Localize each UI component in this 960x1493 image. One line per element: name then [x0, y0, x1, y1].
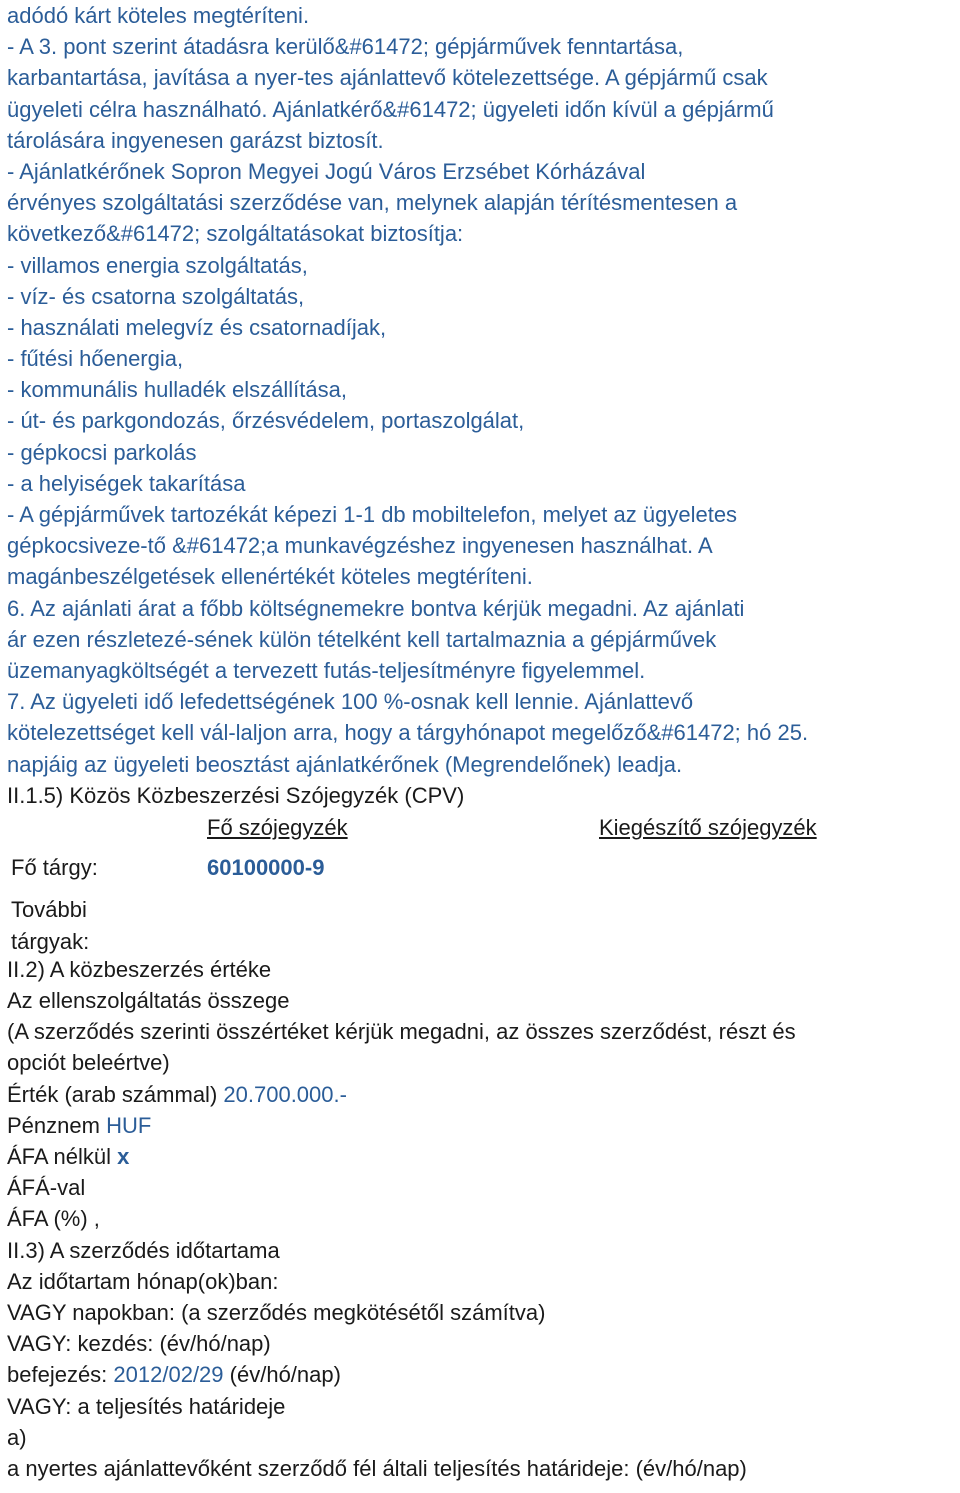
text-line: - víz- és csatorna szolgáltatás, — [7, 283, 305, 309]
currency-row — [7, 1110, 957, 1141]
value-note: (A szerződés szerinti összértéket kérjük megadni, az összes szerződést, részt és — [7, 1019, 796, 1045]
text-line: karbantartása, javítása a nyer-tes ajánlattevő kötelezettsége. A gépjármű csak — [7, 65, 768, 91]
text-line: - villamos energia szolgáltatás, — [7, 252, 308, 278]
duration-start-label: VAGY: kezdés: (év/hó/nap) — [7, 1331, 271, 1357]
deadline-label: VAGY: a teljesítés határideje — [7, 1393, 286, 1419]
text-line: gépkocsiveze-tő &#61472;a munkavégzéshez ingyenesen használhat. A — [7, 533, 713, 559]
text-line: üzemanyagköltségét a tervezett futás-teljesítményre figyelemmel. — [7, 657, 646, 683]
text-line: - fűtési hőenergia, — [7, 346, 184, 372]
duration-end-value: 2012/02/29 — [113, 1362, 224, 1388]
text-line: következő&#61472; szolgáltatásokat biztosítja: — [7, 221, 464, 247]
cpv-section-title: II.1.5) Közös Közbeszerzési Szójegyzék (CPV) — [7, 782, 465, 808]
text-line: ár ezen részletezé-sének külön tételként kell tartalmaznia a gépjárművek — [7, 626, 717, 652]
text-line: - kommunális hulladék elszállítása, — [7, 377, 347, 403]
text-line: - Ajánlatkérőnek Sopron Megyei Jogú Város Erzsébet Kórházával — [7, 158, 646, 184]
text-line: - a helyiségek takarítása — [7, 470, 246, 496]
vat-without-mark: x — [117, 1144, 130, 1169]
duration-end-row — [7, 1359, 957, 1390]
notice-text-block — [7, 0, 957, 780]
text-line: magánbeszélgetések ellenértékét köteles megtéríteni. — [7, 564, 533, 590]
cpv-table-header — [7, 811, 957, 852]
text-line: 6. Az ajánlati árat a főbb költségnemekre bontva kérjük megadni. Az ajánlati — [7, 595, 745, 621]
deadline-item-a: a) — [7, 1424, 27, 1450]
text-line: napjáig az ügyeleti beosztást ajánlatkérőnek (Megrendelőnek) leadja. — [7, 751, 683, 777]
winner-deadline-label: a nyertes ajánlattevőként szerződő fél általi teljesítés határideje: (év/hó/nap) — [7, 1455, 747, 1481]
cpv-col-main-vocabulary: Fő szójegyzék — [207, 814, 348, 840]
text-line: - A 3. pont szerint átadásra kerülő&#61472; gépjárművek fenntartása, — [7, 34, 684, 60]
text-line: tárolására ingyenesen garázst biztosít. — [7, 127, 384, 153]
value-row — [7, 1079, 957, 1110]
value-subtitle: Az ellenszolgáltatás összege — [7, 988, 290, 1014]
cpv-additional-objects-label: További tárgyak: — [11, 896, 90, 954]
text-line: érvényes szolgáltatási szerződése van, melynek alapján térítésmentesen a — [7, 190, 738, 216]
text-line: adódó kárt köteles megtéríteni. — [7, 3, 310, 28]
cpv-col-supplementary-vocabulary: Kiegészítő szójegyzék — [599, 814, 817, 840]
text-line: - út- és parkgondozás, őrzésvédelem, portaszolgálat, — [7, 408, 525, 434]
duration-days-label: VAGY napokban: (a szerződés megkötésétől számítva) — [7, 1299, 546, 1325]
text-line: kötelezettséget kell vál-laljon arra, hogy a tárgyhónapot megelőző&#61472; hó 25. — [7, 720, 809, 746]
text-line: ügyeleti célra használható. Ajánlatkérő&#61472; ügyeleti időn kívül a gépjármű — [7, 96, 774, 122]
duration-section-title: II.3) A szerződés időtartama — [7, 1237, 280, 1263]
text-line: - A gépjárművek tartozékát képezi 1-1 db mobiltelefon, melyet az ügyeletes — [7, 502, 738, 527]
cpv-section — [7, 780, 957, 954]
cpv-main-object-code: 60100000-9 — [207, 854, 325, 880]
text-line: 7. Az ügyeleti idő lefedettségének 100 %-osnak kell lennie. Ajánlattevő — [7, 689, 694, 715]
value-section-title: II.2) A közbeszerzés értéke — [7, 956, 272, 982]
value-section — [7, 954, 957, 1235]
text-line: - használati melegvíz és csatornadíjak, — [7, 314, 387, 340]
vat-percent-label: ÁFA (%) , — [7, 1206, 100, 1232]
vat-without-label: ÁFA nélkül — [7, 1144, 111, 1169]
cpv-additional-objects-row — [7, 890, 957, 954]
currency-label: Pénznem — [7, 1112, 100, 1138]
value-amount: 20.700.000.- — [223, 1081, 347, 1107]
value-label: Érték (arab számmal) — [7, 1081, 218, 1107]
duration-section — [7, 1235, 957, 1485]
vat-with-label: ÁFÁ-val — [7, 1175, 86, 1201]
vat-without-row — [7, 1141, 957, 1172]
document-page — [7, 0, 957, 1484]
duration-months-label: Az időtartam hónap(ok)ban: — [7, 1268, 279, 1294]
currency-value: HUF — [106, 1112, 152, 1138]
cpv-main-object-label: Fő tárgy: — [11, 854, 98, 880]
duration-end-label: befejezés: — [7, 1362, 108, 1388]
duration-end-format: (év/hó/nap) — [229, 1362, 341, 1388]
value-note: opciót beleértve) — [7, 1050, 170, 1076]
cpv-main-object-row — [7, 852, 957, 890]
text-line: - gépkocsi parkolás — [7, 439, 197, 465]
